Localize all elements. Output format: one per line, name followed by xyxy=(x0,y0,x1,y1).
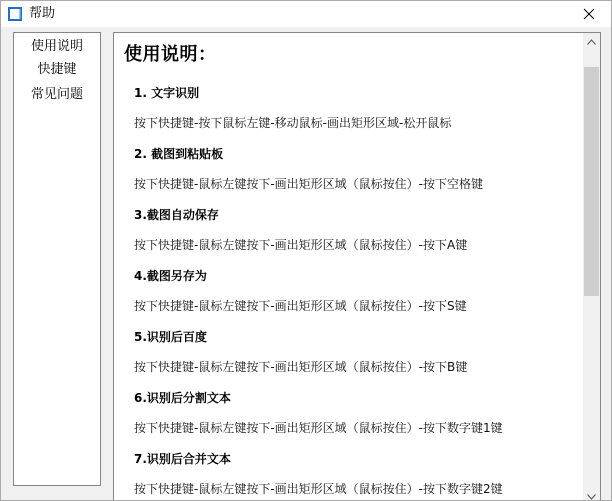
scroll-up-button[interactable] xyxy=(583,33,600,50)
chevron-down-icon xyxy=(587,494,596,500)
title-bar[interactable] xyxy=(1,1,611,27)
scroll-down-button[interactable] xyxy=(583,488,600,501)
notepad-icon xyxy=(7,6,23,22)
section-heading: 3.截图自动保存 xyxy=(134,208,219,222)
section-body: 按下快捷键-鼠标左键按下-画出矩形区域（鼠标按住）-按下A键 xyxy=(134,238,468,252)
section-heading: 4.截图另存为 xyxy=(134,269,207,283)
content-title: 使用说明： xyxy=(124,44,217,65)
section-heading: 1. 文字识别 xyxy=(134,86,200,100)
section-body: 按下快捷键-鼠标左键按下-画出矩形区域（鼠标按住）-按下数字键1键 xyxy=(134,421,503,435)
help-text[interactable] xyxy=(114,33,582,501)
section-body: 按下快捷键-鼠标左键按下-画出矩形区域（鼠标按住）-按下S键 xyxy=(134,299,467,313)
section-body: 按下快捷键-鼠标左键按下-画出矩形区域（鼠标按住）-按下空格键 xyxy=(134,177,483,191)
close-button[interactable] xyxy=(567,1,611,27)
nav-item-faq[interactable]: 常见问题 xyxy=(30,87,83,102)
window-title: 帮助 xyxy=(29,6,56,21)
nav-item-shortcuts[interactable]: 快捷键 xyxy=(37,62,77,77)
section-heading: 2. 截图到粘贴板 xyxy=(134,147,224,161)
section-list xyxy=(134,85,574,497)
section-heading: 7.识别后合并文本 xyxy=(134,452,231,466)
section-body: 按下快捷键-鼠标左键按下-画出矩形区域（鼠标按住）-按下数字键2键 xyxy=(134,482,503,496)
section-body: 按下快捷键-按下鼠标左键-移动鼠标-画出矩形区域-松开鼠标 xyxy=(134,116,452,130)
close-icon xyxy=(583,8,595,20)
topic-list[interactable] xyxy=(13,32,101,486)
scroll-thumb[interactable] xyxy=(584,67,599,296)
client-area xyxy=(1,27,611,500)
chevron-up-icon xyxy=(587,39,596,45)
section-heading: 6.识别后分割文本 xyxy=(134,391,231,405)
help-content-box[interactable] xyxy=(113,32,601,501)
section-heading: 5.识别后百度 xyxy=(134,330,207,344)
nav-item-usage[interactable]: 使用说明 xyxy=(30,39,83,54)
section-body: 按下快捷键-鼠标左键按下-画出矩形区域（鼠标按住）-按下B键 xyxy=(134,360,468,374)
vertical-scrollbar[interactable] xyxy=(583,33,600,501)
